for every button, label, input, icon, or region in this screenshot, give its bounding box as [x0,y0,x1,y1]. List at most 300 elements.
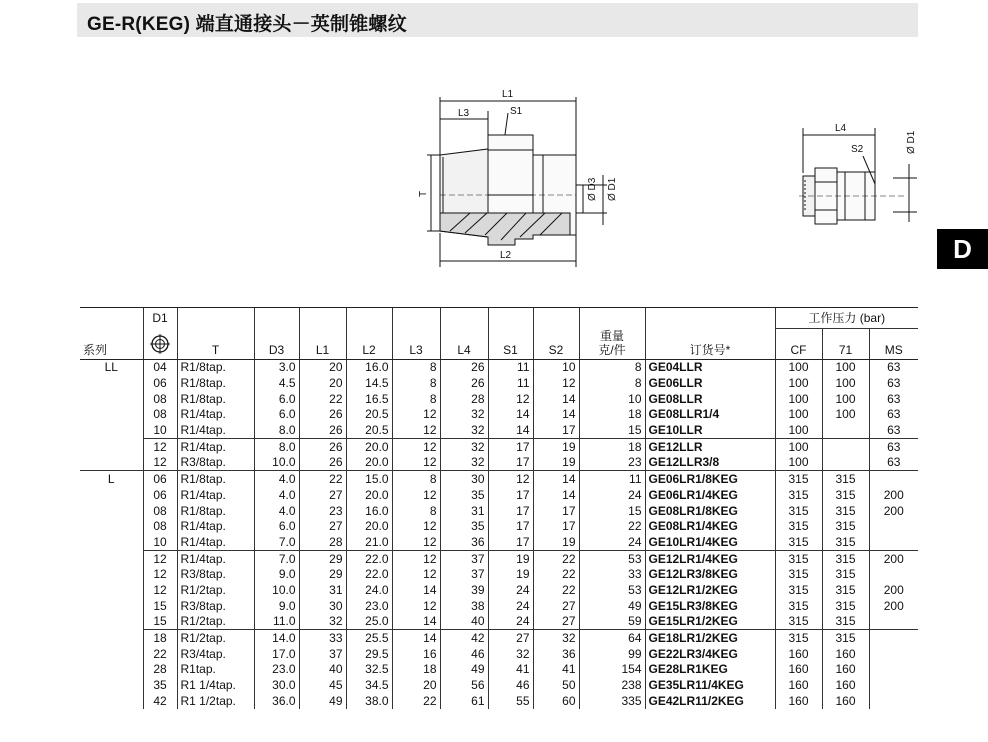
cell-weight: 53 [579,582,645,598]
dim-label-d1-detail: Ø D1 [906,130,917,154]
cell-pressure-ms [869,646,918,662]
cell-pressure-71: 160 [822,662,869,678]
cell-l3: 8 [392,391,440,407]
cell-pressure-71 [822,455,869,471]
series-cell [80,598,143,614]
cell-l3: 22 [392,693,440,709]
table-row [80,518,918,534]
series-name: LL [80,359,143,375]
cell-l2: 20.0 [346,487,392,503]
cell-t: R1/4tap. [177,407,254,423]
cell-s1: 17 [488,503,533,519]
cell-pressure-ms [869,614,918,630]
cell-l3: 8 [392,503,440,519]
header-ms: MS [869,329,918,360]
cell-l2: 14.5 [346,375,392,391]
cell-s1: 12 [488,471,533,487]
cell-pressure-cf: 100 [775,391,822,407]
cell-l3: 12 [392,566,440,582]
cell-s2: 14 [533,471,579,487]
cell-order-number: GE42LR11/2KEG [645,693,775,709]
cell-d3: 14.0 [254,630,299,646]
title-bar [77,3,918,37]
cell-l4: 61 [440,693,488,709]
cell-l1: 26 [299,422,346,438]
cell-pressure-71: 315 [822,503,869,519]
cell-weight: 23 [579,455,645,471]
cell-d3: 9.0 [254,598,299,614]
cell-s1: 55 [488,693,533,709]
cell-d3: 4.0 [254,471,299,487]
series-cell [80,662,143,678]
cell-weight: 24 [579,534,645,550]
cell-order-number: GE06LR1/8KEG [645,471,775,487]
cell-pressure-cf: 160 [775,693,822,709]
cell-d3: 4.0 [254,503,299,519]
cell-pressure-71: 315 [822,582,869,598]
cell-s1: 12 [488,391,533,407]
cell-d3: 36.0 [254,693,299,709]
table-row [80,693,918,709]
cell-l1: 29 [299,550,346,566]
cell-l4: 46 [440,646,488,662]
cell-l1: 26 [299,455,346,471]
cell-s2: 17 [533,503,579,519]
cell-t: R1 1/2tap. [177,693,254,709]
header-l1: L1 [299,329,346,360]
cell-order-number: GE12LLR3/8 [645,455,775,471]
cell-d3: 4.0 [254,487,299,503]
cell-l3: 12 [392,438,440,454]
cell-pressure-ms [869,693,918,709]
cell-pressure-cf: 315 [775,614,822,630]
cell-s2: 22 [533,550,579,566]
cell-pressure-71: 100 [822,375,869,391]
dim-label-t: T [418,190,429,197]
cell-order-number: GE04LLR [645,359,775,375]
cell-d3: 4.5 [254,375,299,391]
series-cell [80,503,143,519]
cell-l3: 16 [392,646,440,662]
cell-s1: 24 [488,582,533,598]
table-row [80,677,918,693]
cell-t: R1 1/4tap. [177,677,254,693]
cell-d1: 06 [143,471,177,487]
cell-l3: 18 [392,662,440,678]
cell-l1: 32 [299,614,346,630]
cell-d1: 28 [143,662,177,678]
series-cell [80,646,143,662]
cell-t: R1/4tap. [177,518,254,534]
cell-l2: 20.5 [346,407,392,423]
table-row [80,438,918,454]
cell-pressure-cf: 315 [775,566,822,582]
cell-pressure-71: 315 [822,630,869,646]
cell-s2: 22 [533,582,579,598]
header-s2: S2 [533,329,579,360]
cell-order-number: GE06LLR [645,375,775,391]
dim-label-l2: L2 [500,250,512,261]
cell-l3: 12 [392,550,440,566]
cell-l2: 29.5 [346,646,392,662]
cell-s2: 41 [533,662,579,678]
cell-d1: 22 [143,646,177,662]
cell-order-number: GE15LR1/2KEG [645,614,775,630]
cell-weight: 53 [579,550,645,566]
cell-l3: 8 [392,375,440,391]
cell-pressure-ms: 200 [869,582,918,598]
cell-l4: 30 [440,471,488,487]
cell-weight: 11 [579,471,645,487]
cell-l1: 33 [299,630,346,646]
cell-l4: 40 [440,614,488,630]
cell-s1: 24 [488,598,533,614]
cell-d1: 10 [143,534,177,550]
cell-s2: 14 [533,391,579,407]
cell-l4: 39 [440,582,488,598]
cell-t: R1/2tap. [177,614,254,630]
series-cell [80,487,143,503]
cell-s1: 17 [488,534,533,550]
cell-l4: 37 [440,566,488,582]
header-pressure: 工作压力 (bar) [775,308,918,329]
cell-l2: 20.0 [346,438,392,454]
cell-pressure-cf: 315 [775,582,822,598]
cell-l2: 25.0 [346,614,392,630]
table-row [80,375,918,391]
dim-label-l1: L1 [502,89,514,100]
header-s1: S1 [488,329,533,360]
cell-l3: 14 [392,630,440,646]
cell-s2: 27 [533,598,579,614]
cell-pressure-cf: 315 [775,471,822,487]
cell-l4: 37 [440,550,488,566]
cell-d3: 10.0 [254,455,299,471]
cell-s2: 22 [533,566,579,582]
cell-l3: 12 [392,534,440,550]
series-cell [80,693,143,709]
cell-s1: 17 [488,487,533,503]
cell-d1: 12 [143,566,177,582]
cell-order-number: GE28LR1KEG [645,662,775,678]
cell-s1: 41 [488,662,533,678]
cell-l2: 34.5 [346,677,392,693]
cell-weight: 24 [579,487,645,503]
header-t: T [177,329,254,360]
cell-d1: 42 [143,693,177,709]
series-cell [80,518,143,534]
cell-d1: 12 [143,455,177,471]
cell-d1: 08 [143,503,177,519]
cell-l4: 32 [440,455,488,471]
cell-pressure-cf: 160 [775,662,822,678]
cell-pressure-71: 315 [822,487,869,503]
cell-order-number: GE12LR1/4KEG [645,550,775,566]
cell-l4: 32 [440,422,488,438]
cell-l2: 32.5 [346,662,392,678]
cell-pressure-ms: 63 [869,438,918,454]
cell-pressure-71: 100 [822,407,869,423]
cell-l2: 16.5 [346,391,392,407]
cell-d3: 6.0 [254,407,299,423]
cell-d1: 06 [143,487,177,503]
cell-l3: 8 [392,359,440,375]
series-cell [80,582,143,598]
header-series: 系列 [80,329,143,360]
cell-s2: 14 [533,487,579,503]
cell-s1: 19 [488,550,533,566]
cell-d1: 12 [143,550,177,566]
cell-pressure-cf: 100 [775,375,822,391]
cell-l1: 29 [299,566,346,582]
cell-l1: 31 [299,582,346,598]
cell-pressure-71: 315 [822,614,869,630]
cell-weight: 15 [579,503,645,519]
dim-label-d1: Ø D1 [607,177,618,201]
cell-weight: 8 [579,375,645,391]
header-cf: CF [775,329,822,360]
cell-d3: 9.0 [254,566,299,582]
table-row [80,630,918,646]
dim-label-s1: S1 [510,106,523,117]
table-row [80,391,918,407]
cell-weight: 335 [579,693,645,709]
cell-t: R1/4tap. [177,422,254,438]
cell-pressure-71: 160 [822,677,869,693]
cell-pressure-cf: 315 [775,598,822,614]
cell-pressure-ms [869,518,918,534]
header-spacer [80,308,143,329]
series-cell [80,391,143,407]
cell-d1: 08 [143,407,177,423]
cell-l2: 23.0 [346,598,392,614]
cell-pressure-cf: 100 [775,422,822,438]
header-l4: L4 [440,329,488,360]
cell-l2: 16.0 [346,359,392,375]
cell-pressure-71: 160 [822,693,869,709]
header-weight: 重量 克/件 [579,329,645,360]
cell-l2: 38.0 [346,693,392,709]
cell-l3: 8 [392,471,440,487]
cell-d3: 10.0 [254,582,299,598]
cell-l2: 25.5 [346,630,392,646]
cell-l1: 27 [299,518,346,534]
dim-label-d3: Ø D3 [587,177,598,201]
cell-s2: 32 [533,630,579,646]
cell-order-number: GE15LR3/8KEG [645,598,775,614]
table-row [80,646,918,662]
series-cell [80,455,143,471]
cell-pressure-ms [869,566,918,582]
cell-order-number: GE10LR1/4KEG [645,534,775,550]
cell-order-number: GE08LR1/4KEG [645,518,775,534]
series-cell [80,407,143,423]
header-l3: L3 [392,329,440,360]
cell-s1: 24 [488,614,533,630]
cell-l3: 12 [392,422,440,438]
cell-l1: 22 [299,391,346,407]
specification-table-body [80,359,918,709]
cell-s1: 27 [488,630,533,646]
cell-t: R3/4tap. [177,646,254,662]
table-row [80,407,918,423]
cell-l4: 32 [440,407,488,423]
section-tab: D [937,229,988,269]
cell-l2: 20.0 [346,518,392,534]
table-row [80,598,918,614]
cell-order-number: GE06LR1/4KEG [645,487,775,503]
cell-pressure-ms: 200 [869,550,918,566]
cell-s1: 11 [488,359,533,375]
cell-d1: 04 [143,359,177,375]
cell-pressure-cf: 100 [775,438,822,454]
cell-l2: 22.0 [346,566,392,582]
cell-pressure-cf: 315 [775,487,822,503]
header-d1: D1 [143,308,177,329]
cell-s1: 17 [488,518,533,534]
table-row [80,534,918,550]
table-row [80,471,918,487]
cell-l3: 12 [392,407,440,423]
cell-l1: 49 [299,693,346,709]
cell-d1: 06 [143,375,177,391]
cell-l1: 45 [299,677,346,693]
cell-d3: 7.0 [254,534,299,550]
cell-pressure-cf: 315 [775,630,822,646]
cell-weight: 64 [579,630,645,646]
cell-order-number: GE10LLR [645,422,775,438]
table-row [80,455,918,471]
cell-l3: 20 [392,677,440,693]
table-row [80,422,918,438]
dim-label-s2: S2 [851,144,864,155]
cell-t: R1/8tap. [177,471,254,487]
cell-l1: 37 [299,646,346,662]
cell-t: R3/8tap. [177,566,254,582]
cell-l4: 36 [440,534,488,550]
cell-d3: 7.0 [254,550,299,566]
series-cell [80,677,143,693]
series-name: L [80,471,143,487]
cell-t: R1/2tap. [177,582,254,598]
cell-order-number: GE35LR11/4KEG [645,677,775,693]
cell-pressure-ms: 63 [869,422,918,438]
cell-s2: 10 [533,359,579,375]
cell-order-number: GE12LR1/2KEG [645,582,775,598]
header-l2: L2 [346,329,392,360]
cell-l4: 26 [440,359,488,375]
cell-d1: 10 [143,422,177,438]
header-order-number: 订货号* [645,329,775,360]
cell-pressure-71: 100 [822,391,869,407]
cell-d3: 3.0 [254,359,299,375]
cell-pressure-cf: 100 [775,407,822,423]
cell-order-number: GE08LLR [645,391,775,407]
cell-l4: 49 [440,662,488,678]
table-row [80,550,918,566]
cell-order-number: GE18LR1/2KEG [645,630,775,646]
specification-table [80,307,918,709]
cell-pressure-71: 315 [822,550,869,566]
cell-l3: 14 [392,614,440,630]
cell-pressure-71 [822,438,869,454]
dim-label-l3: L3 [458,108,470,119]
cell-pressure-ms: 200 [869,487,918,503]
cell-pressure-ms [869,677,918,693]
cell-t: R1/8tap. [177,391,254,407]
cell-t: R1/8tap. [177,503,254,519]
cell-l1: 20 [299,359,346,375]
cell-s2: 19 [533,534,579,550]
cell-pressure-71: 315 [822,518,869,534]
series-cell [80,375,143,391]
header-d3: D3 [254,329,299,360]
cell-d3: 8.0 [254,438,299,454]
cell-l1: 27 [299,487,346,503]
cell-pressure-cf: 315 [775,550,822,566]
cell-l2: 16.0 [346,503,392,519]
cell-d3: 6.0 [254,518,299,534]
cell-weight: 18 [579,407,645,423]
cell-l1: 30 [299,598,346,614]
cell-s2: 17 [533,422,579,438]
cell-weight: 238 [579,677,645,693]
cell-pressure-ms: 200 [869,503,918,519]
cell-l2: 24.0 [346,582,392,598]
cell-s1: 14 [488,422,533,438]
cell-d1: 15 [143,598,177,614]
cell-pressure-ms: 63 [869,375,918,391]
cell-t: R1/8tap. [177,375,254,391]
cell-order-number: GE12LR3/8KEG [645,566,775,582]
cell-s2: 60 [533,693,579,709]
cell-pressure-ms: 63 [869,391,918,407]
table-row [80,359,918,375]
header-71: 71 [822,329,869,360]
table-row [80,662,918,678]
series-cell [80,438,143,454]
cell-order-number: GE22LR3/4KEG [645,646,775,662]
cell-weight: 22 [579,518,645,534]
cell-l3: 14 [392,582,440,598]
cell-t: R3/8tap. [177,598,254,614]
cell-pressure-ms [869,534,918,550]
cell-order-number: GE08LR1/8KEG [645,503,775,519]
cell-l1: 20 [299,375,346,391]
fitting-drawing-detail [795,118,925,228]
cell-pressure-cf: 315 [775,534,822,550]
table-row [80,582,918,598]
cell-d1: 12 [143,582,177,598]
cell-d3: 6.0 [254,391,299,407]
cell-s1: 17 [488,438,533,454]
cell-weight: 49 [579,598,645,614]
cell-pressure-cf: 315 [775,518,822,534]
cell-pressure-71: 315 [822,598,869,614]
cell-pressure-cf: 100 [775,455,822,471]
cell-d3: 8.0 [254,422,299,438]
cell-weight: 10 [579,391,645,407]
cell-s2: 27 [533,614,579,630]
cell-l1: 26 [299,407,346,423]
cell-pressure-ms: 63 [869,407,918,423]
cell-pressure-71 [822,422,869,438]
cell-t: R1/8tap. [177,359,254,375]
cell-s1: 46 [488,677,533,693]
cell-weight: 18 [579,438,645,454]
cell-t: R1/4tap. [177,438,254,454]
cell-pressure-ms [869,662,918,678]
